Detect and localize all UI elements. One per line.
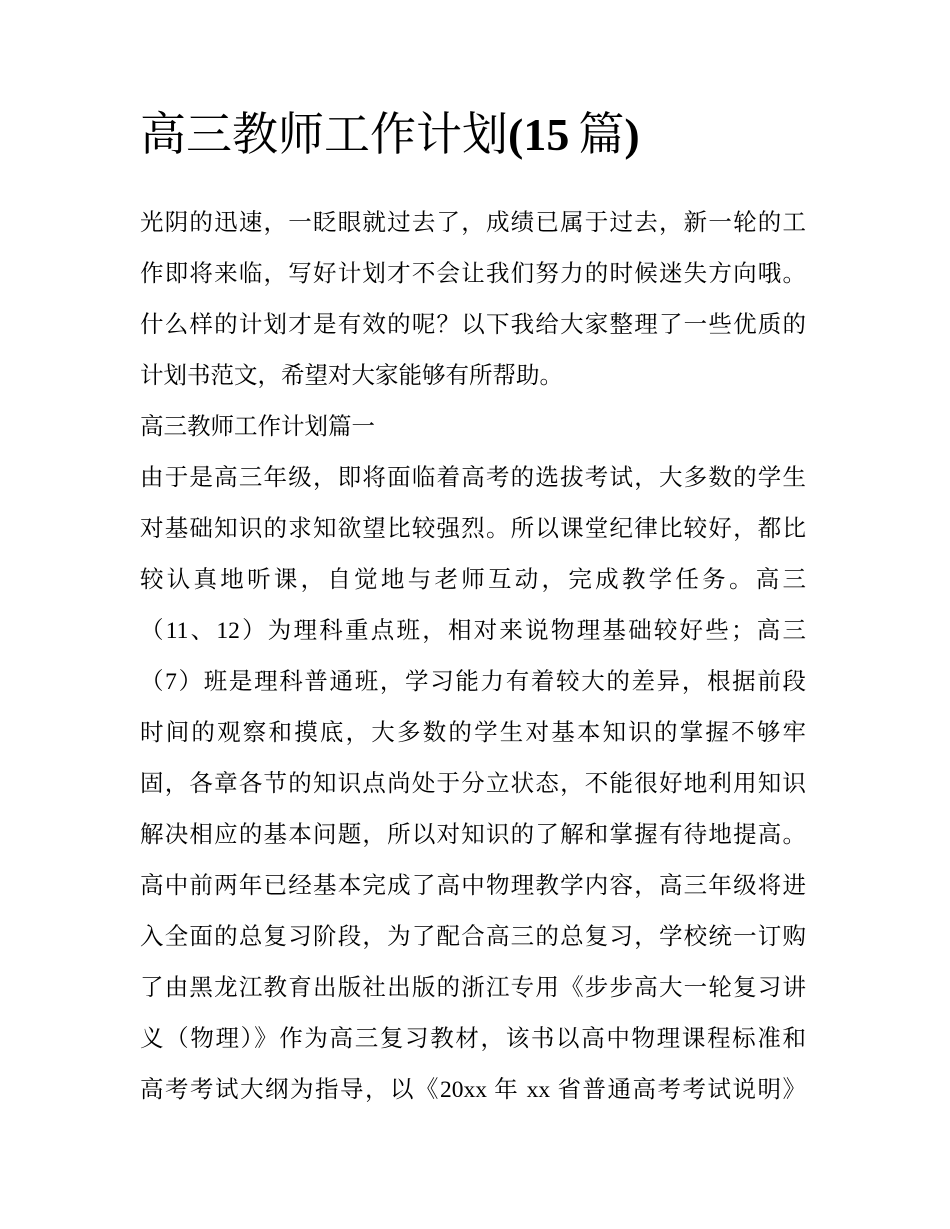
text-line: 对基础知识的求知欲望比较强烈。所以课堂纪律比较好，都比 [140,516,806,542]
text-line: 了由黑龙江教育出版社出版的浙江专用《步步高大一轮复习讲 [140,975,806,1001]
text-line: 由于是高三年级，即将面临着高考的选拔考试，大多数的学生 [140,465,806,491]
text-line: 计划书范文，希望对大家能够有所帮助。 [140,363,563,389]
text-line: 义（物理）》作为高三复习教材，该书以高中物理课程标准和 [140,1026,806,1052]
text-line-section-heading: 高三教师工作计划篇一 [140,414,375,440]
text-line: （11、12）为理科重点班，相对来说物理基础较好些；高三 [140,618,806,644]
title-count-unit: 篇 [578,109,625,160]
text-line: 什么样的计划才是有效的呢？以下我给大家整理了一些优质的 [140,312,806,338]
text-line: 入全面的总复习阶段，为了配合高三的总复习，学校统一订购 [140,924,806,950]
document-content [140,0,806,1116]
document-body [140,198,806,1116]
text-line: 时间的观察和摸底，大多数的学生对基本知识的掌握不够牢 [140,720,806,746]
title-paren-close: ) [624,109,640,160]
text-line: 高考考试大纲为指导，以《20xx 年 xx 省普通高考考试说明》 [140,1077,806,1103]
text-line: 解决相应的基本问题，所以对知识的了解和掌握有待地提高。 [140,822,806,848]
text-line: 光阴的迅速，一眨眼就过去了，成绩已属于过去，新一轮的工 [140,210,806,236]
text-line: 较认真地听课，自觉地与老师互动，完成教学任务。高三 [140,567,806,593]
text-line: 高中前两年已经基本完成了高中物理教学内容，高三年级将进 [140,873,806,899]
text-line: 作即将来临，写好计划才不会让我们努力的时候迷失方向哦。 [140,261,806,287]
text-line: 固，各章各节的知识点尚处于分立状态，不能很好地利用知识 [140,771,806,797]
title-cjk-text: 高三教师工作计划 [140,109,508,160]
document-title [140,106,806,164]
title-paren-open-and-count: (15 [508,109,570,160]
text-line: （7）班是理科普通班，学习能力有着较大的差异，根据前段 [140,669,806,695]
